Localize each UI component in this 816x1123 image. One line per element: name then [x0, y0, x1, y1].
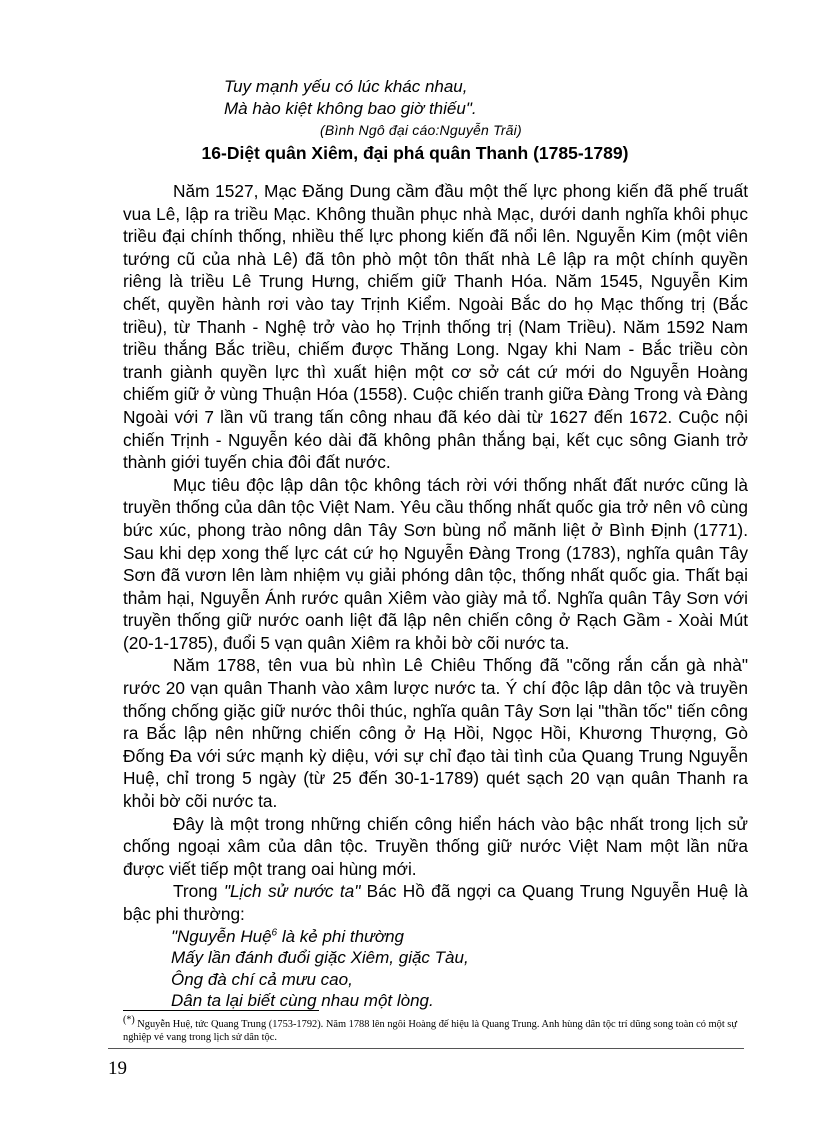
footnote [123, 1014, 743, 1044]
paragraph: Năm 1527, Mạc Đăng Dung cầm đầu một thế lực phong kiến đã phế truất vua Lê, lập ra triều Mạc. Không thuần phục nhà Mạc, dưới danh nghĩa khôi phục triều đại chính thống, nhiều thế lực phong kiến đã nổi lên. Nguyễn Kim (một viên tướng cũ của nhà Lê) đã tôn phò một tôn thất nhà Lê lập ra một chính quyền riêng là triều Lê Trung Hưng, chiếm giữ Thanh Hóa. Năm 1545, Nguyễn Kim chết, quyền hành rơi vào tay Trịnh Kiểm. Ngoài Bắc do họ Mạc thống trị (Bắc triều), từ Thanh - Nghệ trở vào họ Trịnh thống trị (Nam Triều). Năm 1592 Nam triều thắng Bắc triều, chiếm được Thăng Long. Ngay khi Nam - Bắc triều còn tranh giành quyền lực thì xuất hiện một cơ sở cát cứ mới do Nguyễn Hoàng chiếm giữ ở vùng Thuận Hóa (1558). Cuộc chiến tranh giữa Đàng Trong và Đàng Ngoài với 7 lần vũ trang tấn công nhau đã kéo dài từ 1627 đến 1672. Cuộc nội chiến Trịnh - Nguyễn kéo dài đã không phân thắng bại, kết cục sông Gianh trở thành giới tuyến chia đôi đất nước. [123, 181, 748, 473]
footnote-divider [123, 1010, 319, 1011]
footnote-ref[interactable]: 6 [271, 926, 278, 938]
poem-line: Mấy lần đánh đuổi giặc Xiêm, giặc Tàu, [171, 948, 469, 968]
verse-line: Mà hào kiệt không bao giờ thiếu". [224, 99, 477, 118]
footnote-marker: (*) [123, 1014, 135, 1026]
verse-source: (Bình Ngô đại cáo:Nguyễn Trãi) [320, 122, 522, 138]
intro-after: Bác Hồ đã ngợi ca Quang Trung Nguyễn Huệ là bậc phi thường: [123, 881, 748, 924]
opening-verse [224, 76, 724, 140]
body-text [123, 180, 748, 1012]
paragraph: Mục tiêu độc lập dân tộc không tách rời với thống nhất đất nước cũng là truyền thống của dân tộc Việt Nam. Yêu cầu thống nhất quốc gia trở nên vô cùng bức xúc, phong trào nông dân Tây Sơn bùng nổ mãnh liệt ở Bình Định (1771). Sau khi dẹp xong thế lực cát cứ họ Nguyễn Đàng Trong (1783), nghĩa quân Tây Sơn đã vươn lên làm nhiệm vụ giải phóng dân tộc, thống nhất quốc gia. Thất bại thảm hại, Nguyễn Ánh rước quân Xiêm vào giày mả tổ. Nghĩa quân Tây Sơn với truyền thống giữ nước oanh liệt đã lập nên chiến công ở Rạch Gầm - Xoài Mút (20-1-1785), đuổi 5 vạn quân Xiêm ra khỏi bờ cõi nước ta. [123, 474, 748, 653]
paragraph: Đây là một trong những chiến công hiển hách vào bậc nhất trong lịch sử chống ngoại xâm của dân tộc. Truyền thống giữ nước Việt Nam một lần nữa được viết tiếp một trang oai hùng mới. [123, 813, 748, 879]
paragraph: Năm 1788, tên vua bù nhìn Lê Chiêu Thống đã "cõng rắn cắn gà nhà" rước 20 vạn quân Thanh vào xâm lược nước ta. Ý chí độc lập dân tộc và truyền thống chống giặc giữ nước thôi thúc, nghĩa quân Tây Sơn lại "thần tốc" tiến công ra Bắc lập nên những chiến công ở Hạ Hồi, Ngọc Hồi, Khương Thượng, Gò Đống Đa với sức mạnh kỳ diệu, với sự chỉ đạo tài tình của Quang Trung Nguyễn Huệ, chỉ trong 5 ngày (từ 25 đến 30-1-1789) quét sạch 20 vạn quân Thanh ra khỏi bờ cõi nước ta. [123, 655, 748, 812]
poem-line-text: là kẻ phi thường [277, 926, 405, 946]
poem-line-text: "Nguyễn Huệ [171, 926, 272, 946]
verse-line: Tuy mạnh yếu có lúc khác nhau, [224, 77, 468, 96]
poem-line: Dân ta lại biết cùng nhau một lòng. [171, 991, 434, 1011]
book-title: "Lịch sử nước ta" [223, 881, 361, 902]
footnote-text: Nguyễn Huệ, tức Quang Trung (1753-1792). Năm 1788 lên ngôi Hoàng đế hiệu là Quang Trung. Anh hùng dân tộc trí dũng song toàn có một sự nghiệp vẻ vang trong lịch sử dân tộc. [123, 1019, 737, 1043]
poem-line: Ông đà chí cả mưu cao, [171, 969, 353, 989]
page-number: 19 [108, 1058, 127, 1079]
poem [171, 926, 748, 1012]
poem-line [171, 926, 748, 948]
section-heading: 16-Diệt quân Xiêm, đại phá quân Thanh (1785-1789) [201, 143, 629, 163]
intro-paragraph [123, 880, 748, 925]
footer-rule [108, 1048, 744, 1049]
intro-before: Trong [173, 881, 224, 902]
